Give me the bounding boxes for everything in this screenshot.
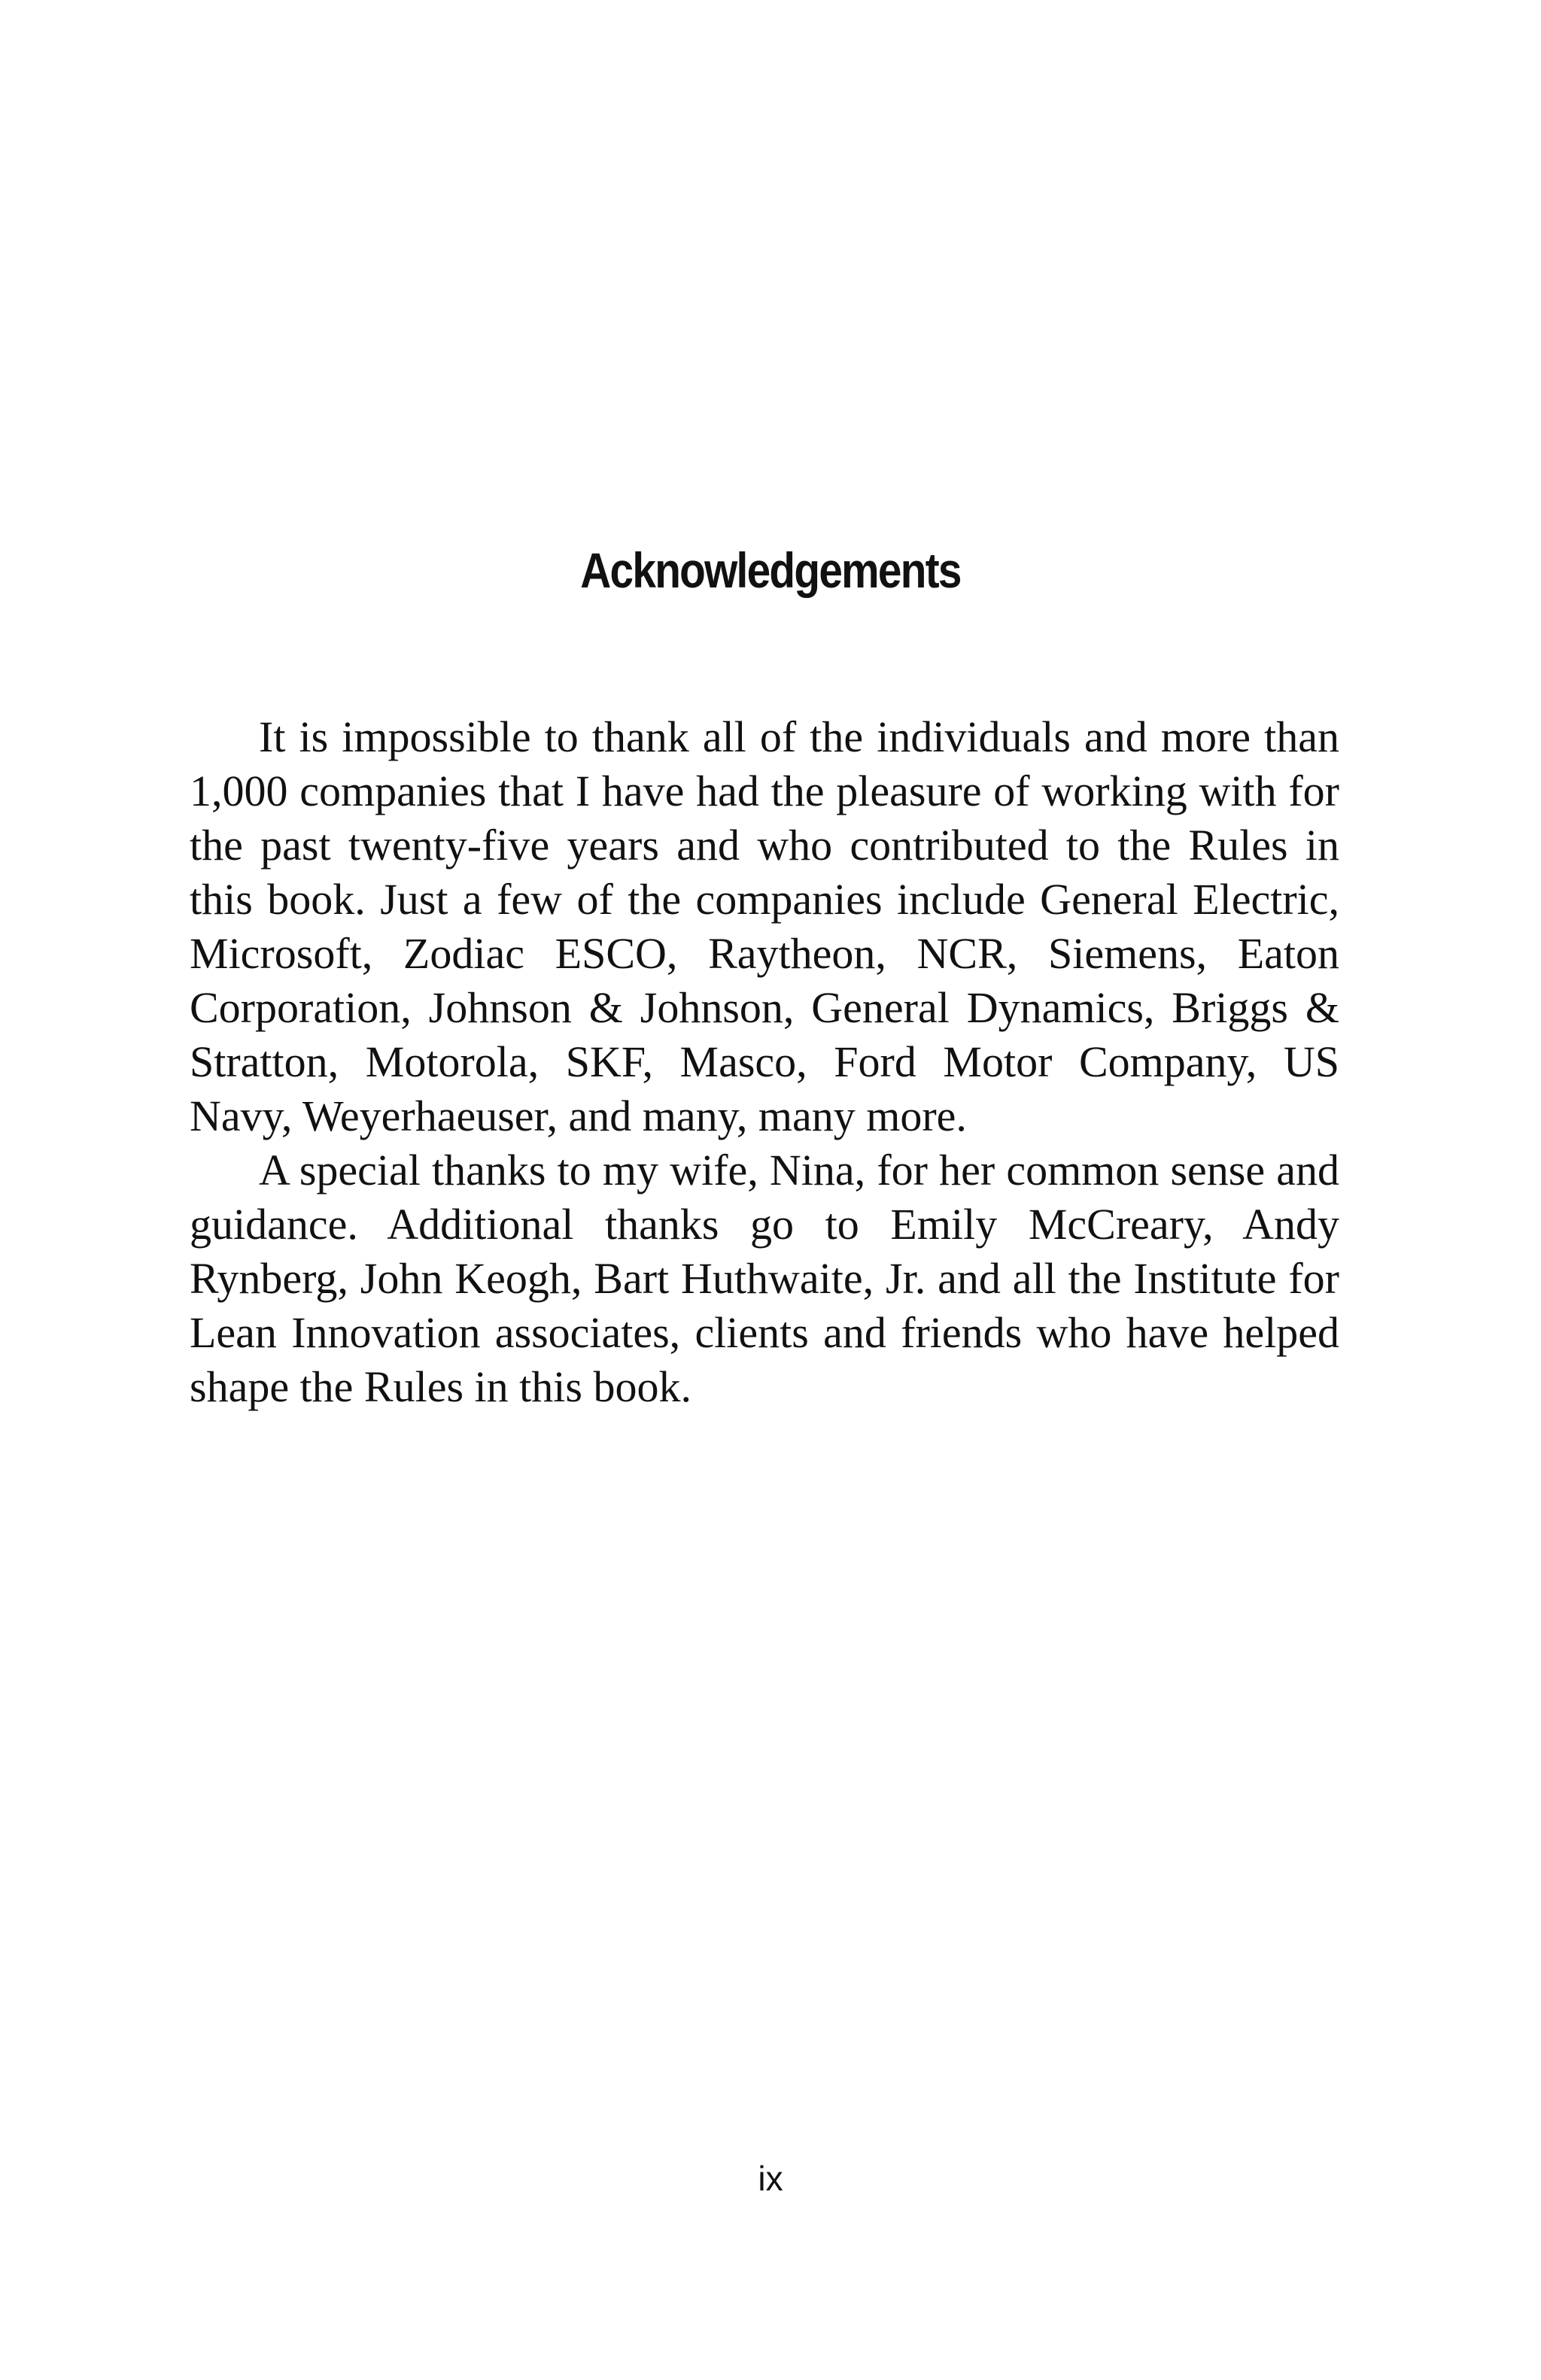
page-title: Acknowledgements [580,542,961,598]
page-number: ix [758,2159,783,2198]
acknowledgements-body [190,710,1339,1414]
paragraph-companies: It is impossible to thank all of the individuals and more than 1,000 companies that I have had the pleasure of working with for the past twenty-five years and who contributed to the Rules in this book. Just a few of the companies include General Electric, Microsoft, Zodiac ESCO, Raytheon, NCR, Siemens, Eaton Corporation, Johnson & Johnson, General Dynamics, Briggs & Stratton, Motorola, SKF, Masco, Ford Motor Company, US Navy, Weyerhaeuser, and many, many more. [190,712,1339,1140]
paragraph-special-thanks: A special thanks to my wife, Nina, for her common sense and guidance. Additional thanks go to Emily McCreary, Andy Rynberg, John Keogh, Bart Huthwaite, Jr. and all the Institute for Lean Innovation associates, clients and friends who have helped shape the Rules in this book. [190,1146,1339,1411]
